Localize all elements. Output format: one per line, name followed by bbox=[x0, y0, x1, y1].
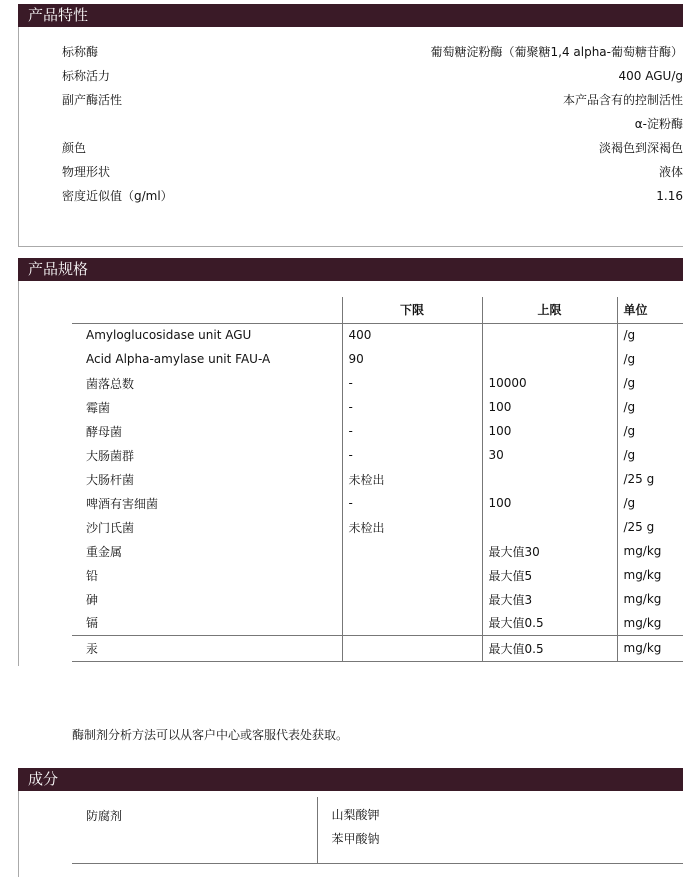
spec-lower bbox=[342, 587, 482, 611]
spec-lower: 未检出 bbox=[342, 515, 482, 539]
analysis-method-note: 酶制剂分析方法可以从客户中心或客服代表处获取。 bbox=[72, 728, 349, 742]
spec-name: 霉菌 bbox=[86, 400, 111, 415]
properties-list bbox=[62, 40, 683, 208]
spec-name: 啤酒有害细菌 bbox=[86, 496, 159, 511]
spec-unit: /g bbox=[617, 419, 683, 443]
spec-name: 镉 bbox=[86, 616, 99, 631]
spec-unit: /g bbox=[617, 323, 683, 347]
property-value: 液体 bbox=[658, 165, 683, 179]
property-label: 标称活力 bbox=[62, 69, 111, 83]
spec-unit: /25 g bbox=[617, 467, 683, 491]
spec-unit: /g bbox=[617, 347, 683, 371]
table-row bbox=[72, 539, 683, 563]
property-value: 淡褐色到深褐色 bbox=[598, 141, 683, 155]
spec-name: 砷 bbox=[86, 592, 99, 607]
spec-lower: 90 bbox=[342, 347, 482, 371]
spec-upper: 最大值0.5 bbox=[482, 635, 617, 661]
spec-upper: 最大值3 bbox=[482, 587, 617, 611]
spec-upper: 最大值5 bbox=[482, 563, 617, 587]
spec-upper bbox=[482, 323, 617, 347]
spec-lower: - bbox=[342, 419, 482, 443]
table-row bbox=[72, 611, 683, 635]
table-row bbox=[72, 797, 683, 863]
spec-lower bbox=[342, 635, 482, 661]
property-label: 颜色 bbox=[62, 141, 87, 155]
spec-unit: /g bbox=[617, 443, 683, 467]
spec-upper bbox=[482, 515, 617, 539]
table-row bbox=[72, 491, 683, 515]
section-header-specifications: 产品规格 bbox=[18, 258, 683, 281]
spec-unit: /g bbox=[617, 395, 683, 419]
property-row bbox=[62, 184, 683, 208]
spec-upper: 最大值0.5 bbox=[482, 611, 617, 635]
header-name bbox=[72, 297, 342, 323]
section-header-properties: 产品特性 bbox=[18, 4, 683, 27]
spec-unit: mg/kg bbox=[617, 539, 683, 563]
table-row bbox=[72, 371, 683, 395]
header-upper-limit: 上限 bbox=[482, 297, 617, 323]
section-left-border bbox=[18, 281, 19, 666]
spec-unit: /g bbox=[617, 371, 683, 395]
property-value: 本产品含有的控制活性 bbox=[562, 93, 683, 107]
table-row bbox=[72, 419, 683, 443]
spec-unit: /25 g bbox=[617, 515, 683, 539]
spec-upper: 100 bbox=[482, 395, 617, 419]
table-row bbox=[72, 467, 683, 491]
spec-upper: 100 bbox=[482, 491, 617, 515]
property-row bbox=[62, 88, 683, 112]
spec-name: 大肠杆菌 bbox=[86, 472, 135, 487]
property-row bbox=[62, 136, 683, 160]
property-value: α-淀粉酶 bbox=[634, 117, 683, 131]
table-row bbox=[72, 563, 683, 587]
spec-name: 菌落总数 bbox=[86, 376, 135, 391]
spec-name: 重金属 bbox=[86, 544, 123, 559]
property-label: 密度近似值（g/ml） bbox=[62, 189, 173, 203]
spec-unit: /g bbox=[617, 491, 683, 515]
section-left-border bbox=[18, 791, 19, 877]
property-value: 400 AGU/g bbox=[618, 69, 683, 83]
spec-name: Amyloglucosidase unit AGU bbox=[86, 328, 252, 343]
spec-unit: mg/kg bbox=[617, 587, 683, 611]
ingredient-value: 苯甲酸钠 bbox=[331, 832, 380, 846]
spec-unit: mg/kg bbox=[617, 611, 683, 635]
spec-upper: 最大值30 bbox=[482, 539, 617, 563]
property-row bbox=[62, 160, 683, 184]
property-row bbox=[62, 112, 683, 136]
spec-lower: - bbox=[342, 395, 482, 419]
spec-name: 铅 bbox=[86, 568, 99, 583]
table-row bbox=[72, 515, 683, 539]
table-row bbox=[72, 347, 683, 371]
section-left-border bbox=[18, 27, 19, 247]
ingredient-label: 防腐剂 bbox=[72, 797, 317, 863]
ingredient-values bbox=[317, 797, 683, 863]
spec-unit: mg/kg bbox=[617, 563, 683, 587]
spec-lower: - bbox=[342, 491, 482, 515]
spec-lower bbox=[342, 611, 482, 635]
spec-name: 大肠菌群 bbox=[86, 448, 135, 463]
ingredient-value: 山梨酸钾 bbox=[331, 808, 380, 822]
spec-upper bbox=[482, 467, 617, 491]
spec-upper: 100 bbox=[482, 419, 617, 443]
ingredients-table bbox=[72, 797, 683, 864]
property-label: 副产酶活性 bbox=[62, 93, 123, 107]
table-header-row bbox=[72, 297, 683, 323]
spec-lower bbox=[342, 539, 482, 563]
property-label: 标称酶 bbox=[62, 45, 99, 59]
spec-name: 沙门氏菌 bbox=[86, 520, 135, 535]
property-value: 1.16 bbox=[656, 189, 683, 203]
spec-upper: 10000 bbox=[482, 371, 617, 395]
section-bottom-border bbox=[18, 246, 683, 247]
spec-upper: 30 bbox=[482, 443, 617, 467]
property-value: 葡萄糖淀粉酶（葡聚糖1,4 alpha-葡萄糖苷酶） bbox=[430, 45, 683, 59]
header-lower-limit: 下限 bbox=[342, 297, 482, 323]
table-row bbox=[72, 443, 683, 467]
table-row bbox=[72, 395, 683, 419]
property-label: 物理形状 bbox=[62, 165, 111, 179]
specification-table bbox=[72, 297, 683, 662]
spec-lower: - bbox=[342, 371, 482, 395]
header-unit: 单位 bbox=[617, 297, 683, 323]
table-row bbox=[72, 323, 683, 347]
table-row bbox=[72, 587, 683, 611]
spec-name: 酵母菌 bbox=[86, 424, 123, 439]
spec-name: 汞 bbox=[72, 635, 342, 661]
spec-lower: 400 bbox=[342, 323, 482, 347]
spec-lower: 未检出 bbox=[342, 467, 482, 491]
table-row bbox=[72, 635, 683, 661]
property-row bbox=[62, 40, 683, 64]
spec-lower: - bbox=[342, 443, 482, 467]
spec-unit: mg/kg bbox=[617, 635, 683, 661]
section-header-ingredients: 成分 bbox=[18, 768, 683, 791]
spec-upper bbox=[482, 347, 617, 371]
spec-lower bbox=[342, 563, 482, 587]
spec-name: Acid Alpha-amylase unit FAU-A bbox=[86, 352, 271, 366]
property-row bbox=[62, 64, 683, 88]
